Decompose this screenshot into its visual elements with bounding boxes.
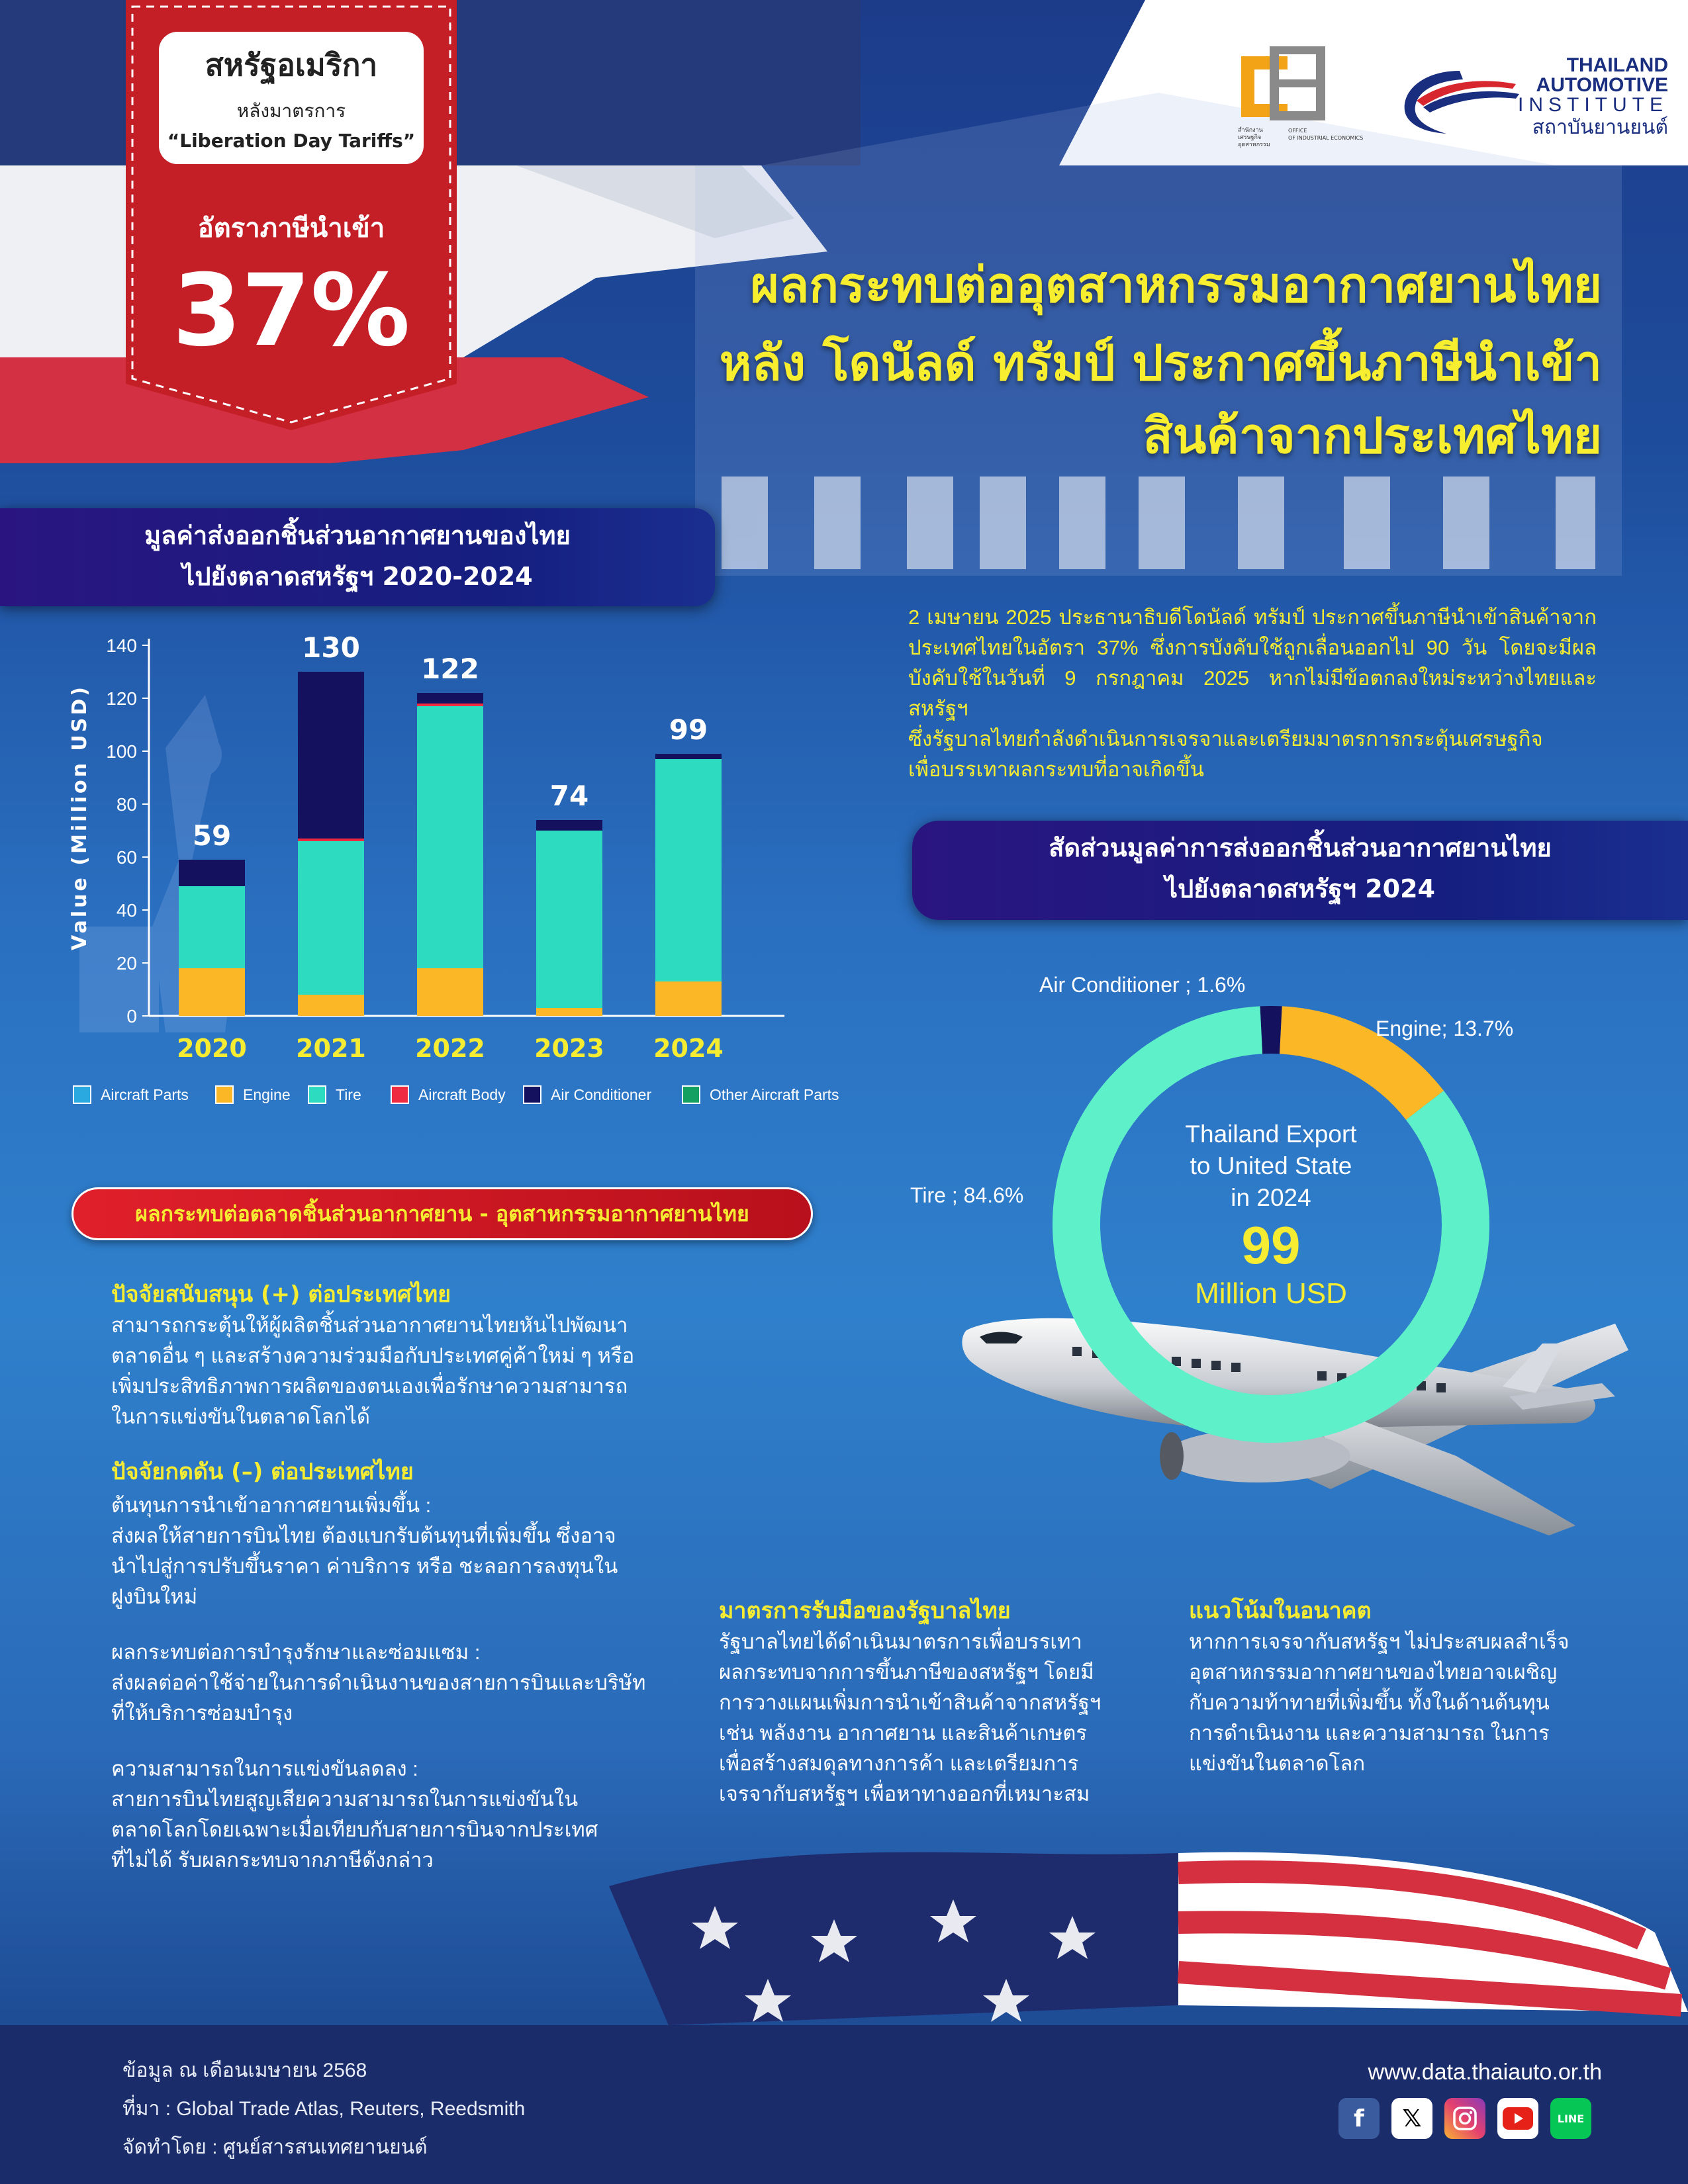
oie-text-en1: OFFICE	[1288, 128, 1307, 134]
future-line: กับความท้าทายที่เพิ่มขึ้น ทั้งในด้านต้นทุน	[1189, 1691, 1550, 1714]
bar-segment-engine	[655, 981, 722, 1016]
gov-line: เจรจากับสหรัฐฯ เพื่อหาทางออกที่เหมาะสม	[719, 1782, 1090, 1805]
y-tick-label: 40	[116, 900, 137, 921]
legend-label: Engine	[243, 1085, 291, 1103]
donut-center-line-2: to United State	[1190, 1152, 1352, 1179]
x-tick-label: 2024	[653, 1034, 724, 1063]
legend-label: Tire	[336, 1085, 361, 1103]
legend-label: Air Conditioner	[551, 1085, 652, 1103]
bar-segment-tire	[298, 841, 364, 995]
ribbon-rate-value: 37%	[172, 253, 410, 369]
intro-paragraph	[908, 602, 1597, 785]
pie-chart-title-line-2: ไปยังตลาดสหรัฐฯ 2024	[1165, 874, 1435, 903]
footer-info	[122, 2052, 525, 2167]
youtube-glyph	[1503, 2107, 1533, 2130]
future-title: แนวโน้มในอนาคต	[1189, 1598, 1372, 1624]
main-title-line-3: สินค้าจากประเทศไทย	[1143, 408, 1602, 465]
line-icon[interactable]: LINE	[1550, 2098, 1591, 2139]
y-tick-label: 80	[116, 794, 137, 815]
bar-segment-air-conditioner	[179, 860, 245, 886]
donut-center-line-3: in 2024	[1231, 1184, 1311, 1211]
legend-swatch	[391, 1085, 409, 1104]
y-tick-label: 20	[116, 953, 137, 974]
legend-item	[523, 1085, 651, 1104]
x-tick-label: 2023	[534, 1034, 604, 1063]
bar-segment-aircraft-body	[417, 704, 483, 706]
pie-chart-title	[912, 821, 1688, 920]
footer-source: ที่มา : Global Trade Atlas, Reuters, Reedsmith	[122, 2098, 526, 2120]
negative-line: ตลาดโลกโดยเฉพาะเมื่อเทียบกับสายการบินจากประเทศ	[111, 1818, 598, 1841]
bar-total-label: 74	[549, 780, 589, 812]
intro-line: เพื่อบรรเทาผลกระทบที่อาจเกิดขึ้น	[908, 758, 1204, 781]
donut-center-line-1: Thailand Export	[1185, 1120, 1357, 1148]
youtube-icon[interactable]	[1497, 2098, 1538, 2139]
negative-line: สายการบินไทยสูญเสียความสามารถในการแข่งขันใน	[111, 1788, 579, 1811]
bar-segment-air-conditioner	[655, 754, 722, 759]
gov-line: การวางแผนเพิ่มการนำเข้าสินค้าจากสหรัฐฯ	[719, 1691, 1102, 1714]
bar-segment-air-conditioner	[298, 672, 364, 839]
negative-line: ฝูงบินใหม่	[111, 1585, 198, 1608]
legend-swatch	[215, 1085, 234, 1104]
bar-segment-engine	[417, 968, 483, 1016]
pie-label-tire: Tire ; 84.6%	[910, 1183, 1024, 1207]
negative-line: ที่ให้บริการซ่อมบำรุง	[111, 1702, 293, 1725]
negative-block-3	[111, 1754, 654, 1876]
x-tick-label: 2021	[296, 1034, 366, 1063]
instagram-glyph	[1452, 2105, 1478, 2132]
legend-label: Other Aircraft Parts	[710, 1085, 839, 1103]
oie-text-en2: OF INDUSTRIAL ECONOMICS	[1288, 135, 1364, 141]
negative-line: ที่ไม่ได้ รับผลกระทบจากภาษีดังกล่าว	[111, 1848, 434, 1872]
legend-swatch	[308, 1085, 326, 1104]
oie-text-th1: สำนักงาน	[1238, 127, 1263, 134]
bar-chart-title-line-1: มูลค่าส่งออกชิ้นส่วนอากาศยานของไทย	[144, 521, 571, 550]
bar-segment-engine	[298, 995, 364, 1016]
future-line: หากการเจรจากับสหรัฐฯ ไม่ประสบผลสำเร็จ	[1189, 1630, 1570, 1653]
instagram-icon[interactable]	[1444, 2098, 1485, 2139]
pie-label-engine: Engine; 13.7%	[1376, 1017, 1514, 1040]
bar-segment-tire	[417, 706, 483, 968]
positive-line: ตลาดอื่น ๆ และสร้างความร่วมมือกับประเทศคู่ค้าใหม่ ๆ หรือ	[111, 1344, 635, 1367]
legend-swatch	[682, 1085, 700, 1104]
bar-segment-engine	[179, 968, 245, 1016]
oie-logo-mark	[1238, 46, 1331, 126]
bar-chart-title-line-2: ไปยังตลาดสหรัฐฯ 2020-2024	[182, 562, 533, 591]
main-title-line-2: หลัง โดนัลด์ ทรัมป์ ประกาศขึ้นภาษีนำเข้า	[719, 335, 1602, 392]
intro-line: ซึ่งรัฐบาลไทยกำลังดำเนินการเจรจาและเตรียมมาตรการกระตุ้นเศรษฐกิจ	[908, 727, 1543, 751]
legend-label: Aircraft Parts	[101, 1085, 189, 1103]
tai-text-th: สถาบันยานยนต์	[1532, 116, 1668, 139]
bar-total-label: 99	[669, 713, 708, 746]
legend-item	[73, 1085, 189, 1104]
negative-subhead: ผลกระทบต่อการบำรุงรักษาและซ่อมแซม :	[111, 1641, 481, 1664]
oie-text-th2: เศรษฐกิจอุตสาหกรรม	[1238, 134, 1270, 148]
bar-chart	[60, 615, 847, 1066]
positive-text	[111, 1310, 654, 1432]
gov-title: มาตรการรับมือของรัฐบาลไทย	[719, 1598, 1011, 1624]
y-axis-label: Value (Million USD)	[68, 684, 91, 950]
tai-text-3: INSTITUTE	[1518, 94, 1668, 116]
ribbon-after: หลังมาตรการ	[236, 100, 346, 122]
legend-item	[682, 1085, 839, 1104]
footer-data-date: ข้อมูล ณ เดือนเมษายน 2568	[122, 2060, 367, 2081]
ribbon-measure: “Liberation Day Tariffs”	[167, 130, 416, 152]
bar-segment-aircraft-body	[298, 839, 364, 841]
future-line: อุตสาหกรรมอากาศยานของไทยอาจเผชิญ	[1189, 1661, 1558, 1684]
gov-line: รัฐบาลไทยได้ดำเนินมาตรการเพื่อบรรเทา	[719, 1630, 1082, 1653]
bar-total-label: 59	[192, 819, 232, 852]
legend-item	[308, 1085, 361, 1104]
bar-total-label: 130	[302, 631, 360, 664]
y-tick-label: 140	[106, 635, 137, 656]
donut-slice-air-conditioner	[1260, 1006, 1282, 1054]
x-tick-label: 2020	[177, 1034, 247, 1063]
donut-center-value: 99	[1241, 1216, 1301, 1275]
tai-logo	[1397, 48, 1668, 147]
negative-line: ส่งผลต่อค่าใช้จ่ายในการดำเนินงานของสายการบินและบริษัท	[111, 1671, 646, 1694]
negative-line: ส่งผลให้สายการบินไทย ต้องแบกรับต้นทุนที่เพิ่มขึ้น ซึ่งอาจ	[111, 1524, 616, 1547]
positive-line: เพิ่มประสิทธิภาพการผลิตของตนเองเพื่อรักษาความสามารถ	[111, 1375, 628, 1398]
bar-segment-tire	[536, 831, 602, 1008]
pie-label-air-conditioner: Air Conditioner ; 1.6%	[1039, 973, 1246, 997]
legend-swatch	[73, 1085, 91, 1104]
bar-segment-tire	[179, 886, 245, 968]
negative-line: นำไปสู่การปรับขึ้นราคา ค่าบริการ หรือ ชะลอการลงทุนใน	[111, 1555, 618, 1578]
footer-website[interactable]: www.data.thaiauto.or.th	[1368, 2060, 1602, 2085]
positive-line: สามารถกระตุ้นให้ผู้ผลิตชิ้นส่วนอากาศยานไทยหันไปพัฒนา	[111, 1314, 628, 1337]
bar-segment-engine	[536, 1008, 602, 1016]
ribbon-rate-label: อัตราภาษีนำเข้า	[197, 213, 385, 244]
bar-segment-air-conditioner	[417, 693, 483, 704]
facebook-icon[interactable]: f	[1338, 2098, 1380, 2139]
bar-chart-title	[0, 508, 715, 606]
x-tick-label: 2022	[415, 1034, 485, 1063]
positive-title: ปัจจัยสนับสนุน (+) ต่อประเทศไทย	[111, 1281, 451, 1308]
gov-text	[719, 1627, 1116, 1809]
y-tick-label: 120	[106, 688, 137, 709]
pie-chart-title-line-1: สัดส่วนมูลค่าการส่งออกชิ้นส่วนอากาศยานไทย	[1049, 833, 1552, 862]
future-line: แข่งขันในตลาดโลก	[1189, 1752, 1366, 1775]
negative-subhead: ต้นทุนการนำเข้าอากาศยานเพิ่มขึ้น :	[111, 1494, 432, 1517]
negative-subhead: ความสามารถในการแข่งขันลดลง :	[111, 1757, 418, 1780]
positive-line: ในการแข่งขันในตลาดโลกได้	[111, 1405, 370, 1428]
future-text	[1189, 1627, 1586, 1779]
donut-center-text	[1139, 1118, 1403, 1310]
footer-prepared-by: จัดทำโดย : ศูนย์สารสนเทศยานยนต์	[122, 2136, 428, 2158]
tai-text-1: THAILAND	[1566, 54, 1668, 76]
bar-segment-tire	[655, 759, 722, 981]
tai-swoosh-icon	[1397, 54, 1523, 140]
x-icon[interactable]: 𝕏	[1391, 2098, 1432, 2139]
tai-text-2: AUTOMOTIVE	[1536, 74, 1668, 96]
legend-item	[215, 1085, 291, 1104]
main-title-line-1: ผลกระทบต่ออุตสาหกรรมอากาศยานไทย	[750, 257, 1602, 314]
future-line: การดำเนินงาน และความสามารถ ในการ	[1189, 1721, 1550, 1745]
impact-header: ผลกระทบต่อตลาดชิ้นส่วนอากาศยาน - อุตสาหกรรมอากาศยานไทย	[71, 1187, 813, 1240]
negative-title: ปัจจัยกดดัน (–) ต่อประเทศไทย	[111, 1459, 414, 1485]
intro-line: บังคับใช้ในวันที่ 9 กรกฎาคม 2025 หากไม่มีข้อตกลงใหม่ระหว่างไทยและสหรัฐฯ	[908, 666, 1597, 720]
y-tick-label: 60	[116, 847, 137, 868]
negative-block-2	[111, 1637, 654, 1729]
gov-line: ผลกระทบจากการขึ้นภาษีของสหรัฐฯ โดยมี	[719, 1661, 1094, 1684]
y-tick-label: 0	[126, 1006, 137, 1026]
bar-total-label: 122	[421, 653, 479, 685]
legend-swatch	[523, 1085, 541, 1104]
intro-line: ประเทศไทยในอัตรา 37% ซึ่งการบังคับใช้ถูกเลื่อนออกไป 90 วัน โดยจะมีผล	[908, 636, 1597, 659]
ribbon-country: สหรัฐอเมริกา	[205, 47, 378, 83]
bar-segment-air-conditioner	[536, 820, 602, 831]
donut-center-unit: Million USD	[1195, 1277, 1347, 1310]
oie-logo	[1238, 46, 1364, 148]
y-tick-label: 100	[106, 741, 137, 762]
negative-block-1	[111, 1490, 654, 1612]
legend-label: Aircraft Body	[418, 1085, 506, 1103]
intro-line: 2 เมษายน 2025 ประธานาธิบดีโดนัลด์ ทรัมป์ ประกาศขึ้นภาษีนำเข้าสินค้าจาก	[908, 606, 1597, 629]
bar-chart-legend	[73, 1085, 867, 1112]
gov-line: เช่น พลังงาน อากาศยาน และสินค้าเกษตร	[719, 1721, 1088, 1745]
legend-item	[391, 1085, 506, 1104]
gov-line: เพื่อสร้างสมดุลทางการค้า และเตรียมการ	[719, 1752, 1079, 1775]
